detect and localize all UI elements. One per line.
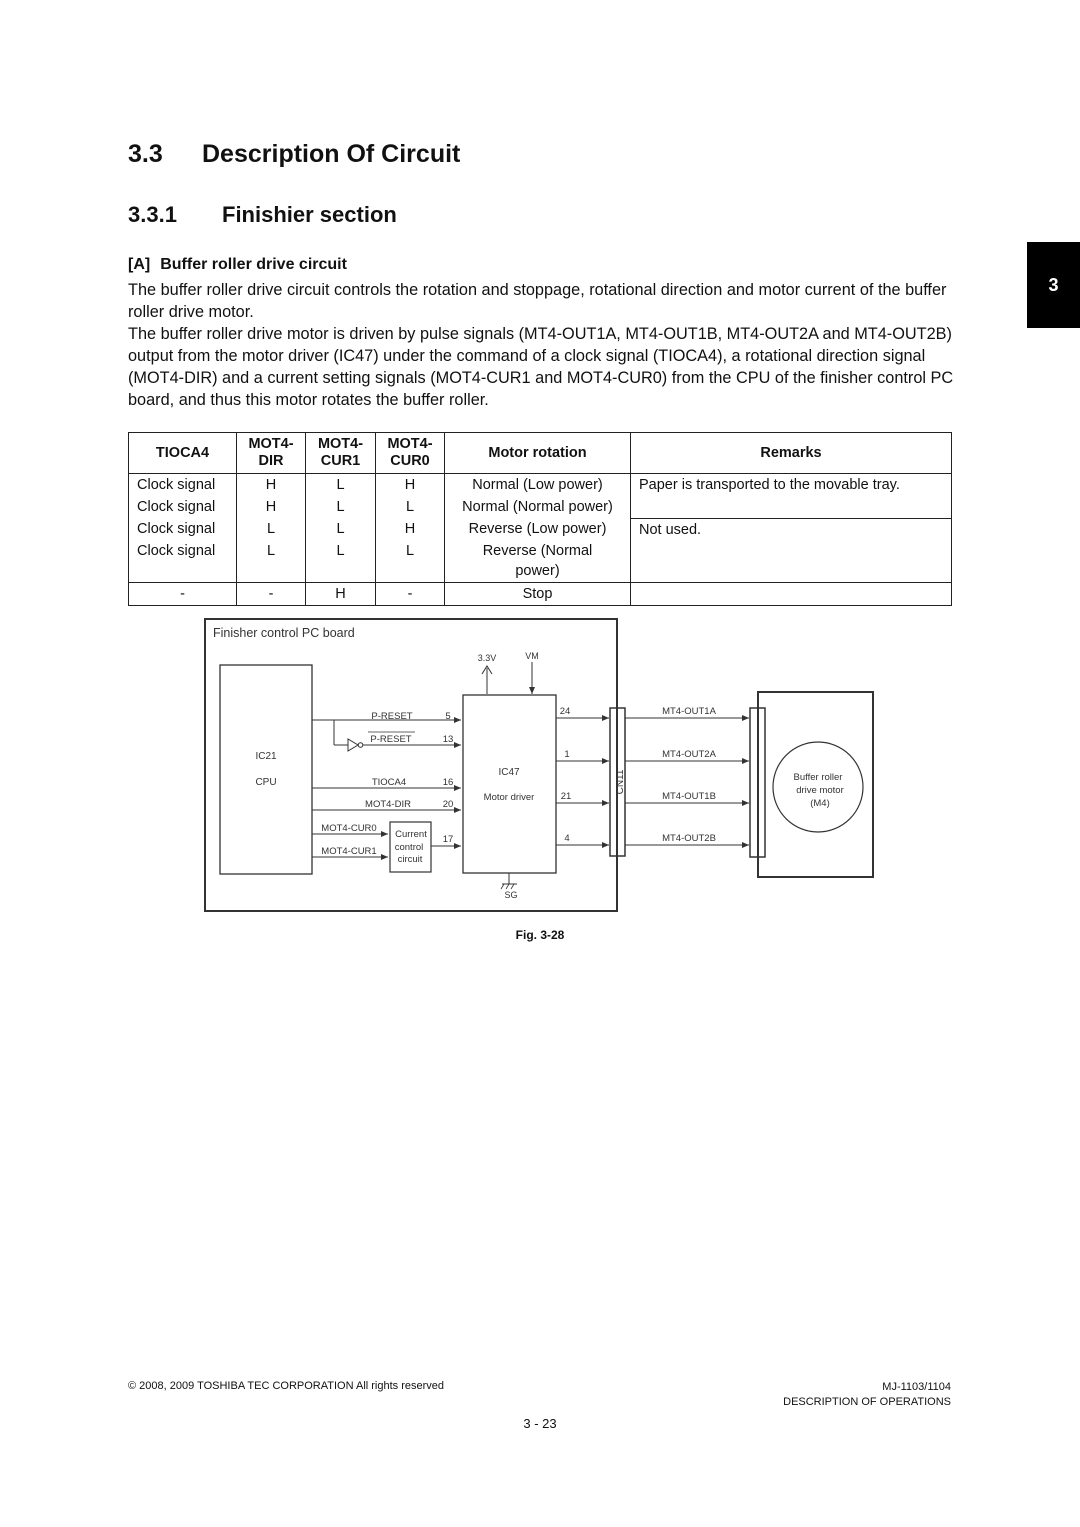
supply-vm-label: VM — [525, 651, 539, 661]
svg-text:17: 17 — [442, 834, 454, 845]
intro-paragraph: The buffer roller drive circuit controls the rotation and stoppage, rotational direction and motor current of the buffer roller drive motor. — [128, 281, 947, 321]
svg-text:(M4): (M4) — [810, 798, 830, 809]
output-1a-label: MT4-OUT1A — [662, 706, 716, 717]
detail-paragraph: The buffer roller drive motor is driven by pulse signals (MT4-OUT1A, MT4-OUT1B, MT4-OUT2A and MT4-OUT2B) output from the motor driver (IC47) under the command of a clock signal (TIOCA4), a rotational direction signal (MOT4-DIR) and a current setting signals (MOT4-CUR1 and MOT4-CUR0) from the CPU of the finisher control PC board, and thus this motor rotates the buffer roller. — [128, 325, 954, 409]
chapter-tab: 3 — [1027, 242, 1080, 328]
header-remarks: Remarks — [631, 433, 952, 474]
footer-chapter: DESCRIPTION OF OPERATIONS — [783, 1396, 951, 1408]
inverter-icon — [348, 739, 358, 751]
motor-driver-block — [463, 695, 556, 873]
cpu-block — [220, 665, 312, 874]
output-2b-label: MT4-OUT2B — [662, 833, 716, 844]
cpu-ref: IC21 — [255, 751, 277, 762]
ground-label: SG — [504, 890, 518, 900]
driver-ref: IC47 — [498, 767, 520, 778]
circuit-title: Buffer roller drive circuit — [160, 256, 347, 273]
svg-text:control: control — [394, 842, 424, 853]
figure-caption: Fig. 3-28 — [515, 928, 565, 942]
header-cur0: MOT4- CUR0 — [376, 433, 445, 474]
subsection-title: Finishier section — [222, 202, 397, 227]
svg-text:4: 4 — [564, 833, 570, 844]
board-label: Finisher control PC board — [213, 626, 355, 640]
tioca4-label: TIOCA4 — [371, 777, 407, 788]
svg-text:drive motor: drive motor — [796, 785, 844, 796]
header-dir: MOT4- DIR — [237, 433, 306, 474]
output-1b-label: MT4-OUT1B — [662, 791, 716, 802]
footer-copyright: © 2008, 2009 TOSHIBA TEC CORPORATION All rights reserved — [128, 1380, 445, 1392]
dir-label: MOT4-DIR — [365, 799, 411, 810]
svg-text:5: 5 — [445, 711, 451, 722]
header-rotation: Motor rotation — [445, 433, 631, 474]
page-number: 3 - 23 — [523, 1416, 557, 1431]
board-outline — [205, 619, 617, 911]
table-row: Clock signal L L H Reverse (Low power) Not used. — [129, 518, 952, 540]
output-2a-label: MT4-OUT2A — [662, 749, 716, 760]
subsection-number: 3.3.1 — [128, 202, 177, 227]
table-row: Clock signal H L H Normal (Low power) Paper is transported to the movable tray. — [129, 474, 952, 497]
cpu-name: CPU — [255, 777, 277, 788]
table-row: Clock signal H L L Normal (Normal power) — [129, 496, 952, 518]
preset-label: P-RESET — [371, 711, 413, 722]
header-tioca4: TIOCA4 — [129, 433, 237, 474]
cur0-label: MOT4-CUR0 — [321, 823, 377, 834]
svg-text:Current: Current — [395, 829, 427, 840]
connector-label: CN11 — [615, 769, 626, 795]
driver-name: Motor driver — [483, 792, 535, 803]
footer-model: MJ-1103/1104 — [882, 1381, 951, 1393]
circuit-tag: [A] — [128, 256, 151, 273]
svg-text:24: 24 — [559, 706, 571, 717]
svg-text:20: 20 — [442, 799, 454, 810]
svg-text:Buffer roller: Buffer roller — [793, 772, 843, 783]
cur1-label: MOT4-CUR1 — [321, 846, 377, 857]
section-number: 3.3 — [128, 140, 163, 168]
preset-inverted-label: P-RESET — [370, 734, 412, 745]
remarks-reverse: Not used. — [631, 518, 952, 583]
svg-text:circuit: circuit — [397, 854, 423, 865]
footer-right — [783, 1380, 951, 1410]
section-title: Description Of Circuit — [202, 140, 461, 168]
svg-text:1: 1 — [564, 749, 570, 760]
table-row: Clock signal L L L Reverse (Normal power) — [129, 540, 952, 583]
table-row: - - H - Stop — [129, 583, 952, 606]
supply-3v3-label: 3.3V — [477, 653, 497, 663]
svg-text:13: 13 — [442, 734, 454, 745]
header-cur1: MOT4- CUR1 — [306, 433, 376, 474]
svg-text:16: 16 — [442, 777, 454, 788]
remarks-normal: Paper is transported to the movable tray. — [631, 474, 952, 519]
svg-text:21: 21 — [560, 791, 572, 802]
